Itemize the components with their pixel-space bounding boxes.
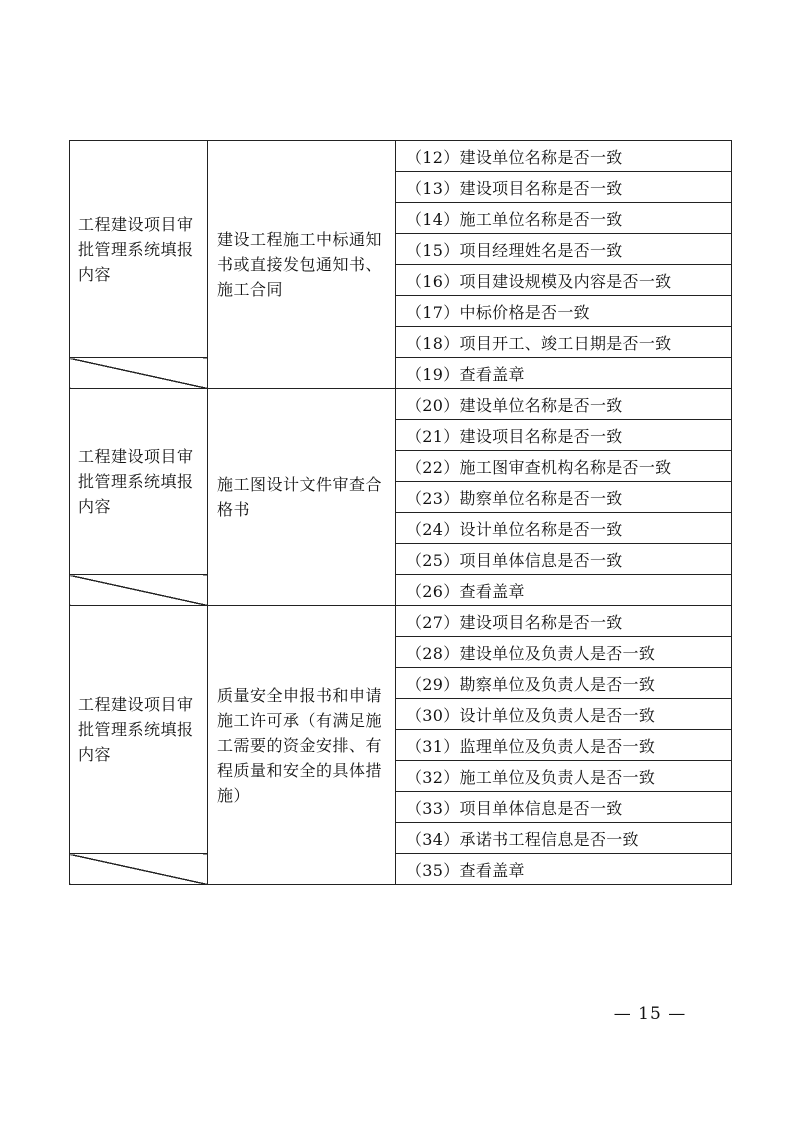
table-row <box>70 575 732 606</box>
table-row <box>70 854 732 885</box>
check-item: （22）施工图审查机构名称是否一致 <box>396 451 732 482</box>
check-item: （28）建设单位及负责人是否一致 <box>396 637 732 668</box>
check-item: （35）查看盖章 <box>396 854 732 885</box>
check-item: （15）项目经理姓名是否一致 <box>396 234 732 265</box>
system-label-cell <box>70 141 208 358</box>
check-item: （16）项目建设规模及内容是否一致 <box>396 265 732 296</box>
check-item: （26）查看盖章 <box>396 575 732 606</box>
system-label-text: 工程建设项目审批管理系统填报内容 <box>78 214 194 284</box>
check-item: （17）中标价格是否一致 <box>396 296 732 327</box>
check-item: （20）建设单位名称是否一致 <box>396 389 732 420</box>
system-label-text: 工程建设项目审批管理系统填报内容 <box>78 695 194 764</box>
check-item: （33）项目单体信息是否一致 <box>396 792 732 823</box>
check-item: （18）项目开工、竣工日期是否一致 <box>396 327 732 358</box>
check-item: （31）监理单位及负责人是否一致 <box>396 730 732 761</box>
check-item: （34）承诺书工程信息是否一致 <box>396 823 732 854</box>
check-item: （25）项目单体信息是否一致 <box>396 544 732 575</box>
diagonal-empty-cell <box>70 358 208 389</box>
check-item: （12）建设单位名称是否一致 <box>396 141 732 172</box>
table-row <box>70 606 732 637</box>
table-body <box>70 141 732 885</box>
check-item: （23）勘察单位名称是否一致 <box>396 482 732 513</box>
document-name-text: 施工图设计文件审查合格书 <box>217 475 383 519</box>
check-item: （21）建设项目名称是否一致 <box>396 420 732 451</box>
system-label-cell <box>70 606 208 854</box>
table-row <box>70 389 732 420</box>
diagonal-empty-cell <box>70 575 208 606</box>
table-row <box>70 358 732 389</box>
document-name-cell <box>208 606 396 885</box>
check-item: （29）勘察单位及负责人是否一致 <box>396 668 732 699</box>
document-name-text: 建设工程施工中标通知书或直接发包通知书、施工合同 <box>217 230 383 299</box>
check-item: （19）查看盖章 <box>396 358 732 389</box>
table-row <box>70 141 732 172</box>
check-item: （14）施工单位名称是否一致 <box>396 203 732 234</box>
document-name-text: 质量安全申报书和申请施工许可承（有满足施工需要的资金安排、有程质量和安全的具体措施） <box>217 685 383 805</box>
page-number: — 15 — <box>613 1004 687 1024</box>
check-item: （24）设计单位名称是否一致 <box>396 513 732 544</box>
check-item: （27）建设项目名称是否一致 <box>396 606 732 637</box>
system-label-cell <box>70 389 208 575</box>
check-item: （13）建设项目名称是否一致 <box>396 172 732 203</box>
check-item: （32）施工单位及负责人是否一致 <box>396 761 732 792</box>
check-item: （30）设计单位及负责人是否一致 <box>396 699 732 730</box>
review-table-container <box>69 140 731 885</box>
diagonal-empty-cell <box>70 854 208 885</box>
review-checklist-table <box>69 140 732 885</box>
document-name-cell <box>208 389 396 606</box>
system-label-text: 工程建设项目审批管理系统填报内容 <box>78 447 194 516</box>
document-name-cell <box>208 141 396 389</box>
